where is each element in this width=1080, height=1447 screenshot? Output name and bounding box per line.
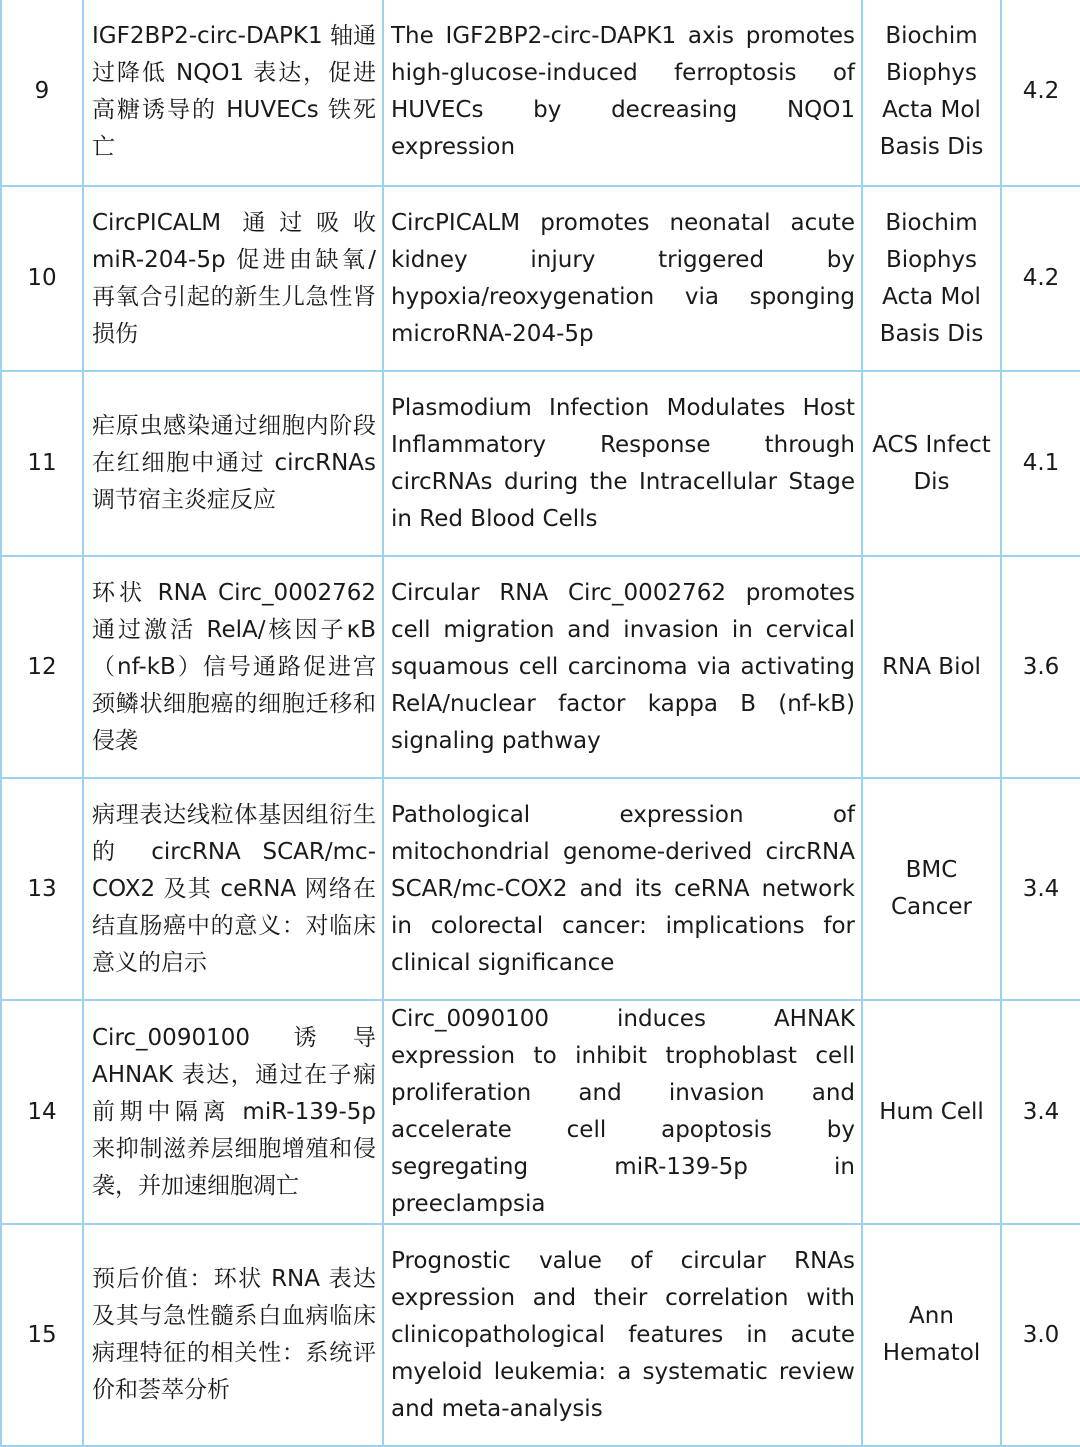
row-number: 10	[1, 186, 83, 371]
row-number: 9	[1, 0, 83, 186]
impact-factor: 3.4	[1001, 1000, 1080, 1224]
impact-factor: 3.6	[1001, 556, 1080, 778]
table-row	[1, 556, 1080, 778]
english-title: Circ_0090100 induces AHNAK expression to inhibit trophoblast cell proliferation and invasion and accelerate cell apoptosis by segregating miR-139-5p in preeclampsia	[383, 1000, 862, 1224]
impact-factor: 3.4	[1001, 778, 1080, 1000]
english-title: Circular RNA Circ_0002762 promotes cell migration and invasion in cervical squamous cell carcinoma via activating RelA/nuclear factor kappa B (nf-kB) signaling pathway	[383, 556, 862, 778]
table-row	[1, 778, 1080, 1000]
table-row	[1, 1224, 1080, 1446]
row-number: 14	[1, 1000, 83, 1224]
chinese-title: CircPICALM 通过吸收 miR-204-5p 促进由缺氧/再氧合引起的新生儿急性肾损伤	[83, 186, 383, 371]
chinese-title: IGF2BP2-circ-DAPK1 轴通过降低 NQO1 表达，促进高糖诱导的 HUVECs 铁死亡	[83, 0, 383, 186]
table-row	[1, 186, 1080, 371]
english-title: CircPICALM promotes neonatal acute kidney injury triggered by hypoxia/reoxygenation via sponging microRNA-204-5p	[383, 186, 862, 371]
chinese-title: Circ_0090100 诱导 AHNAK 表达，通过在子痫前期中隔离 miR-139-5p 来抑制滋养层细胞增殖和侵袭，并加速细胞凋亡	[83, 1000, 383, 1224]
table-row	[1, 1000, 1080, 1224]
english-title: The IGF2BP2-circ-DAPK1 axis promotes high-glucose-induced ferroptosis of HUVECs by decreasing NQO1 expression	[383, 0, 862, 186]
impact-factor: 4.2	[1001, 0, 1080, 186]
journal-name: ACS Infect Dis	[862, 371, 1001, 556]
chinese-title: 预后价值：环状 RNA 表达及其与急性髓系白血病临床病理特征的相关性：系统评价和荟萃分析	[83, 1224, 383, 1446]
journal-name: Biochim Biophys Acta Mol Basis Dis	[862, 0, 1001, 186]
english-title: Plasmodium Infection Modulates Host Inflammatory Response through circRNAs during the Intracellular Stage in Red Blood Cells	[383, 371, 862, 556]
row-number: 15	[1, 1224, 83, 1446]
row-number: 13	[1, 778, 83, 1000]
impact-factor: 4.2	[1001, 186, 1080, 371]
journal-name: Hum Cell	[862, 1000, 1001, 1224]
journal-name: Ann Hematol	[862, 1224, 1001, 1446]
english-title: Prognostic value of circular RNAs expression and their correlation with clinicopathological features in acute myeloid leukemia: a systematic review and meta-analysis	[383, 1224, 862, 1446]
chinese-title: 环状 RNA Circ_0002762 通过激活 RelA/核因子κB（nf-kB）信号通路促进宫颈鳞状细胞癌的细胞迁移和侵袭	[83, 556, 383, 778]
impact-factor: 3.0	[1001, 1224, 1080, 1446]
chinese-title: 病理表达线粒体基因组衍生的 circRNA SCAR/mc-COX2 及其 ceRNA 网络在结直肠癌中的意义：对临床意义的启示	[83, 778, 383, 1000]
table-row	[1, 371, 1080, 556]
journal-name: BMC Cancer	[862, 778, 1001, 1000]
row-number: 11	[1, 371, 83, 556]
journal-name: RNA Biol	[862, 556, 1001, 778]
english-title: Pathological expression of mitochondrial genome-derived circRNA SCAR/mc-COX2 and its ceRNA network in colorectal cancer: implications for clinical significance	[383, 778, 862, 1000]
journal-name: Biochim Biophys Acta Mol Basis Dis	[862, 186, 1001, 371]
chinese-title: 疟原虫感染通过细胞内阶段在红细胞中通过 circRNAs 调节宿主炎症反应	[83, 371, 383, 556]
impact-factor: 4.1	[1001, 371, 1080, 556]
row-number: 12	[1, 556, 83, 778]
table-row	[1, 0, 1080, 186]
